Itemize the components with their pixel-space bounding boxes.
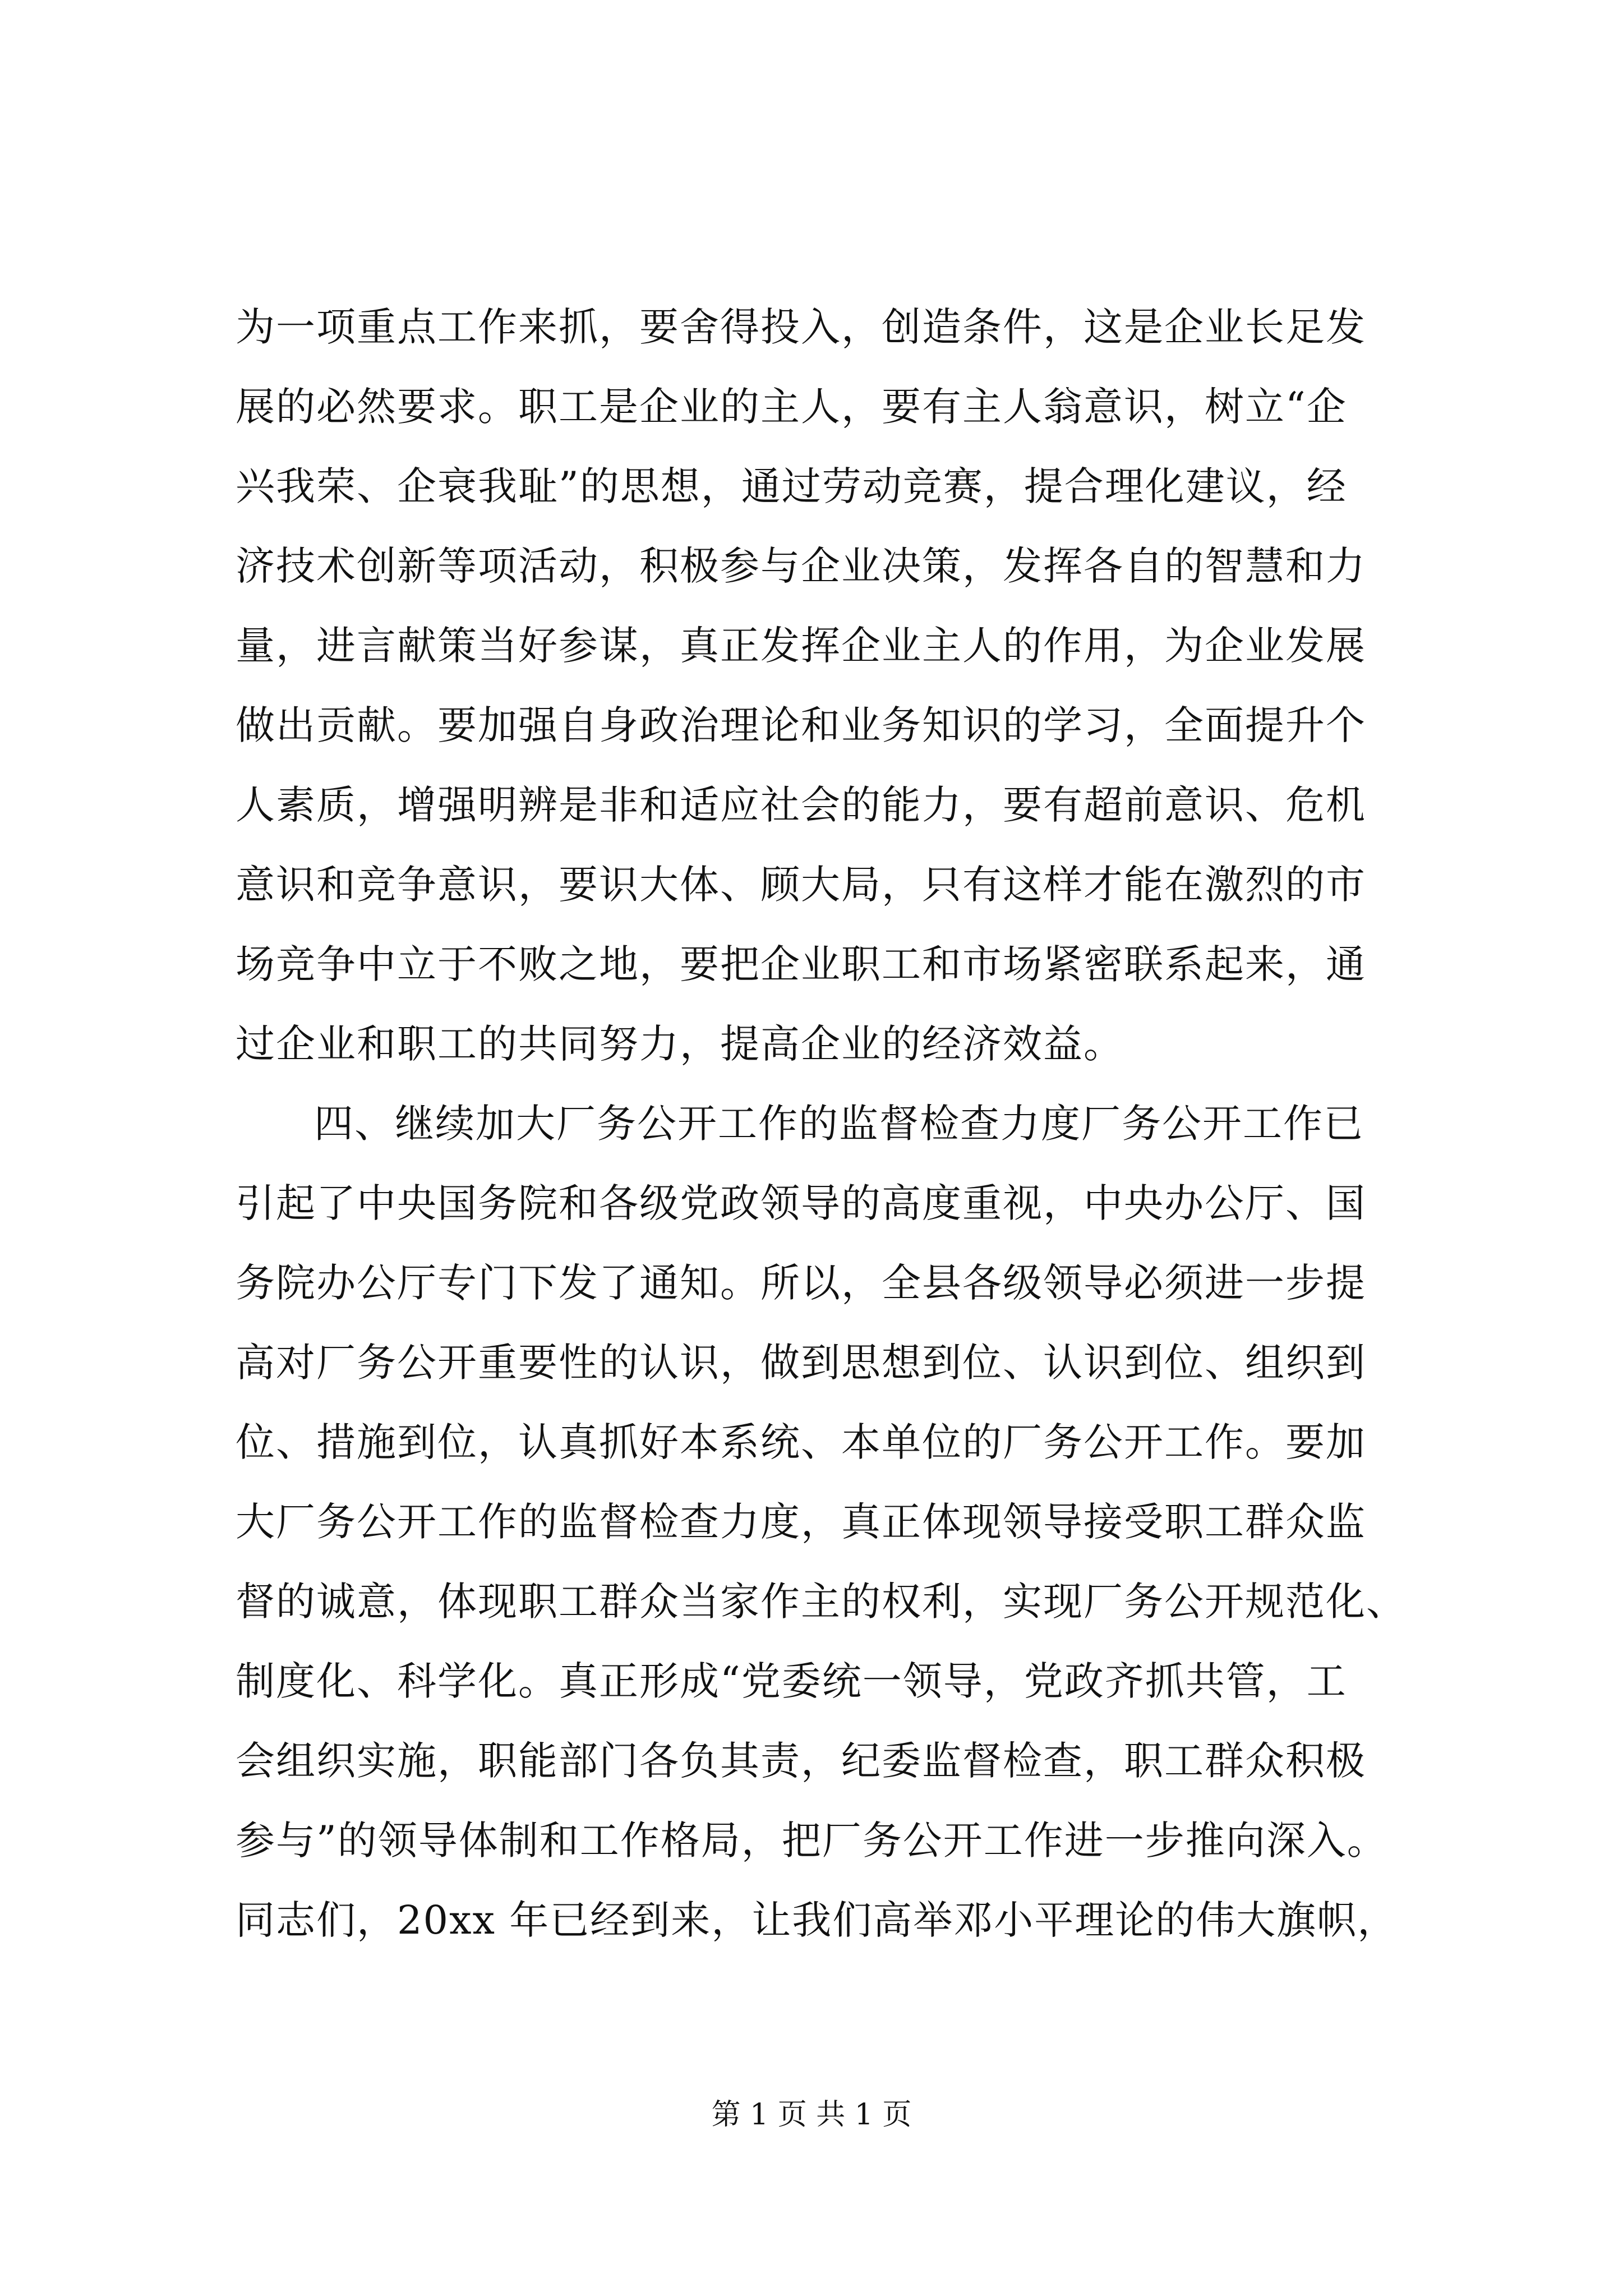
text-line: 位、措施到位，认真抓好本系统、本单位的厂务公开工作。要加 xyxy=(236,1419,1366,1465)
text-line: 会组织实施，职能部门各负其责，纪委监督检查，职工群众积极 xyxy=(236,1738,1366,1784)
text-line: 大厂务公开工作的监督检查力度，真正体现领导接受职工群众监 xyxy=(236,1499,1366,1545)
text-line: 场竞争中立于不败之地，要把企业职工和市场紧密联系起来，通 xyxy=(236,941,1366,987)
text-line: 督的诚意，体现职工群众当家作主的权利，实现厂务公开规范化、 xyxy=(236,1579,1407,1625)
text-line: 高对厂务公开重要性的认识，做到思想到位、认识到位、组织到 xyxy=(236,1340,1366,1386)
text-line: 务院办公厅专门下发了通知。所以，全县各级领导必须进一步提 xyxy=(236,1260,1366,1306)
text-line: 兴我荣、企衰我耻”的思想，通过劳动竞赛，提合理化建议，经 xyxy=(236,463,1347,509)
text-line: 展的必然要求。职工是企业的主人，要有主人翁意识，树立“企 xyxy=(236,384,1347,430)
paragraph-heading-line: 四、继续加大厂务公开工作的监督检查力度厂务公开工作已 xyxy=(314,1101,1364,1147)
text-line: 制度化、科学化。真正形成“党委统一领导，党政齐抓共管，工 xyxy=(236,1658,1347,1704)
text-line: 引起了中央国务院和各级党政领导的高度重视，中央办公厅、国 xyxy=(236,1180,1366,1226)
page-footer xyxy=(0,2095,1623,2134)
text-line: 做出贡献。要加强自身政治理论和业务知识的学习，全面提升个 xyxy=(236,702,1366,748)
body-text xyxy=(236,287,1407,1960)
text-line: 参与”的领导体制和工作格局，把厂务公开工作进一步推向深入。 xyxy=(236,1818,1387,1864)
page-number-label: 第 1 页 共 1 页 xyxy=(711,2098,912,2132)
text-line: 意识和竞争意识，要识大体、顾大局，只有这样才能在激烈的市 xyxy=(236,862,1366,908)
text-line: 人素质，增强明辨是非和适应社会的能力，要有超前意识、危机 xyxy=(236,782,1366,828)
text-line: 济技术创新等项活动，积极参与企业决策，发挥各自的智慧和力 xyxy=(236,543,1366,589)
text-line: 量，进言献策当好参谋，真正发挥企业主人的作用，为企业发展 xyxy=(236,623,1366,669)
text-line: 为一项重点工作来抓，要舍得投入，创造条件，这是企业长足发 xyxy=(236,304,1366,350)
text-line: 同志们，20xx 年已经到来，让我们高举邓小平理论的伟大旗帜， xyxy=(236,1897,1398,1943)
text-line: 过企业和职工的共同努力，提高企业的经济效益。 xyxy=(236,1021,1124,1067)
